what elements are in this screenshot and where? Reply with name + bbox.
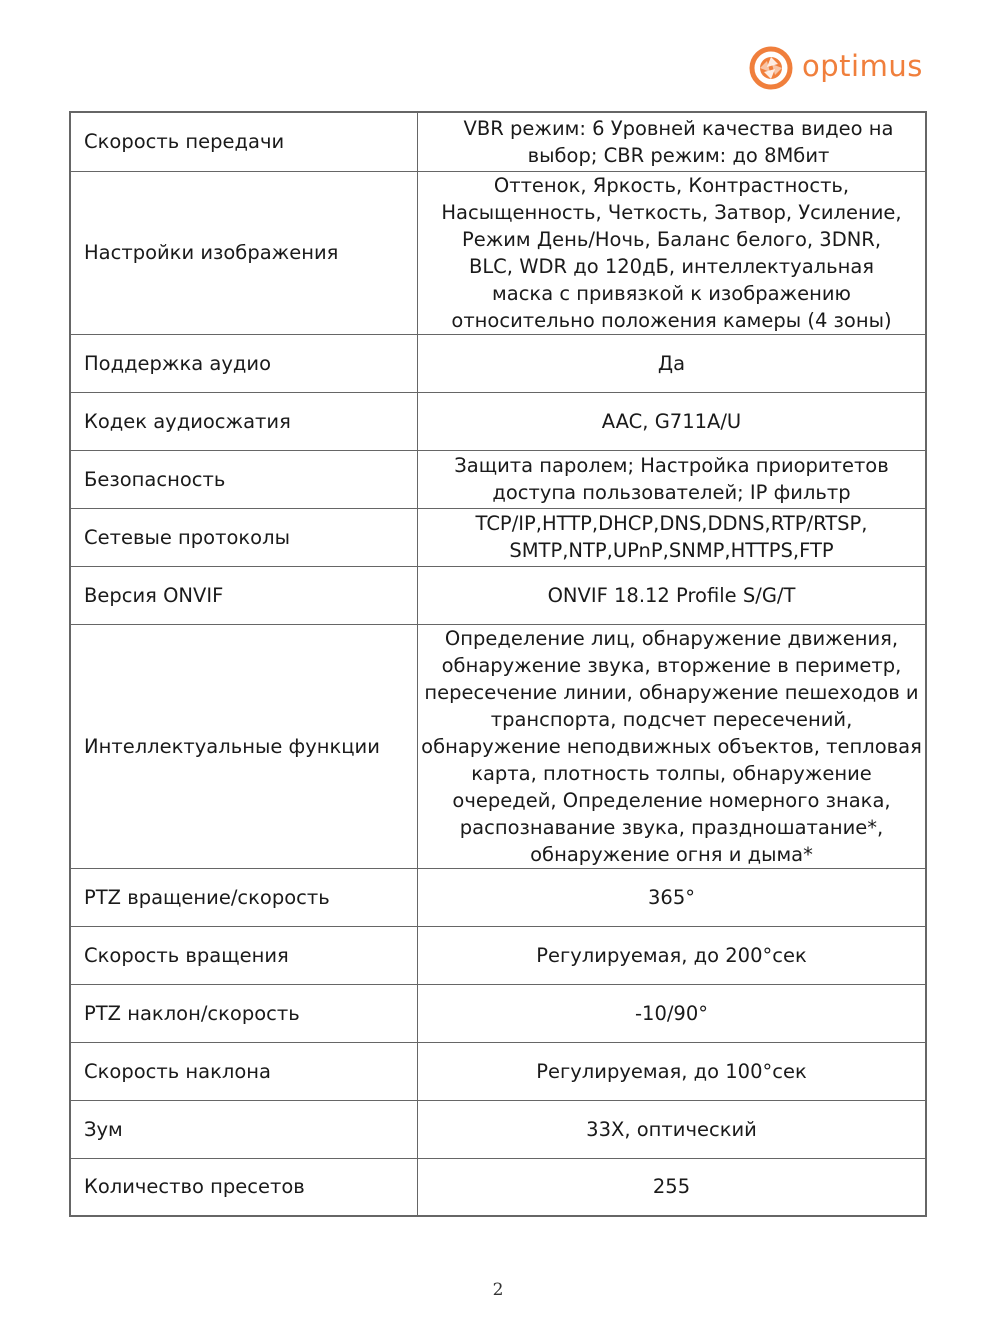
- spec-label: Интеллектуальные функции: [70, 624, 418, 868]
- spec-value: VBR режим: 6 Уровней качества видео на выбор; CBR режим: до 8Мбит: [418, 112, 927, 171]
- spec-value: -10/90°: [418, 984, 927, 1042]
- spec-row: [70, 984, 926, 1042]
- spec-row: [70, 334, 926, 392]
- aperture-icon: [748, 45, 794, 91]
- spec-row: [70, 508, 926, 566]
- spec-label: Кодек аудиосжатия: [70, 392, 418, 450]
- spec-label: Скорость вращения: [70, 926, 418, 984]
- spec-row: [70, 566, 926, 624]
- spec-value: Защита паролем; Настройка приоритетов доступа пользователей; IP фильтр: [418, 450, 927, 508]
- brand-name: optimus: [802, 48, 923, 83]
- spec-row: [70, 1042, 926, 1100]
- spec-row: [70, 1100, 926, 1158]
- spec-label: PTZ наклон/скорость: [70, 984, 418, 1042]
- spec-row: [70, 392, 926, 450]
- spec-value: AAC, G711A/U: [418, 392, 927, 450]
- spec-label: Скорость передачи: [70, 112, 418, 171]
- brand-logo: [748, 42, 923, 94]
- spec-value: 365°: [418, 868, 927, 926]
- spec-row: [70, 171, 926, 334]
- spec-row: [70, 112, 926, 171]
- spec-value: TCP/IP,HTTP,DHCP,DNS,DDNS,RTP/RTSP, SMTP,NTP,UPnP,SNMP,HTTPS,FTP: [418, 508, 927, 566]
- spec-value: Да: [418, 334, 927, 392]
- spec-row: [70, 1158, 926, 1216]
- spec-value: ONVIF 18.12 Profile S/G/T: [418, 566, 927, 624]
- spec-label: Сетевые протоколы: [70, 508, 418, 566]
- spec-row: [70, 868, 926, 926]
- spec-value: 33X, оптический: [418, 1100, 927, 1158]
- spec-label: Количество пресетов: [70, 1158, 418, 1216]
- spec-value: Регулируемая, до 200°сек: [418, 926, 927, 984]
- spec-row: [70, 450, 926, 508]
- spec-label: Версия ONVIF: [70, 566, 418, 624]
- spec-table: [69, 111, 927, 1217]
- spec-label: Скорость наклона: [70, 1042, 418, 1100]
- spec-label: PTZ вращение/скорость: [70, 868, 418, 926]
- spec-label: Безопасность: [70, 450, 418, 508]
- spec-value: Определение лиц, обнаружение движения, обнаружение звука, вторжение в периметр, пересечение линии, обнаружение пешеходов и транспорта, подсчет пересечений, обнаружение неподвижных объектов, тепловая карта, плотность толпы, обнаружение очередей, Определение номерного знака, распознавание звука, праздношатание*, обнаружение огня и дыма*: [418, 624, 927, 868]
- spec-label: Поддержка аудио: [70, 334, 418, 392]
- spec-value: Оттенок, Яркость, Контрастность, Насыщенность, Четкость, Затвор, Усиление, Режим День/Ночь, Баланс белого, 3DNR, BLC, WDR до 120дБ, интеллектуальная маска с привязкой к изображению относительно положения камеры (4 зоны): [418, 171, 927, 334]
- spec-row: [70, 926, 926, 984]
- page-number: 2: [492, 1280, 504, 1300]
- spec-label: Настройки изображения: [70, 171, 418, 334]
- spec-value: Регулируемая, до 100°сек: [418, 1042, 927, 1100]
- spec-label: Зум: [70, 1100, 418, 1158]
- spec-row: [70, 624, 926, 868]
- spec-value: 255: [418, 1158, 927, 1216]
